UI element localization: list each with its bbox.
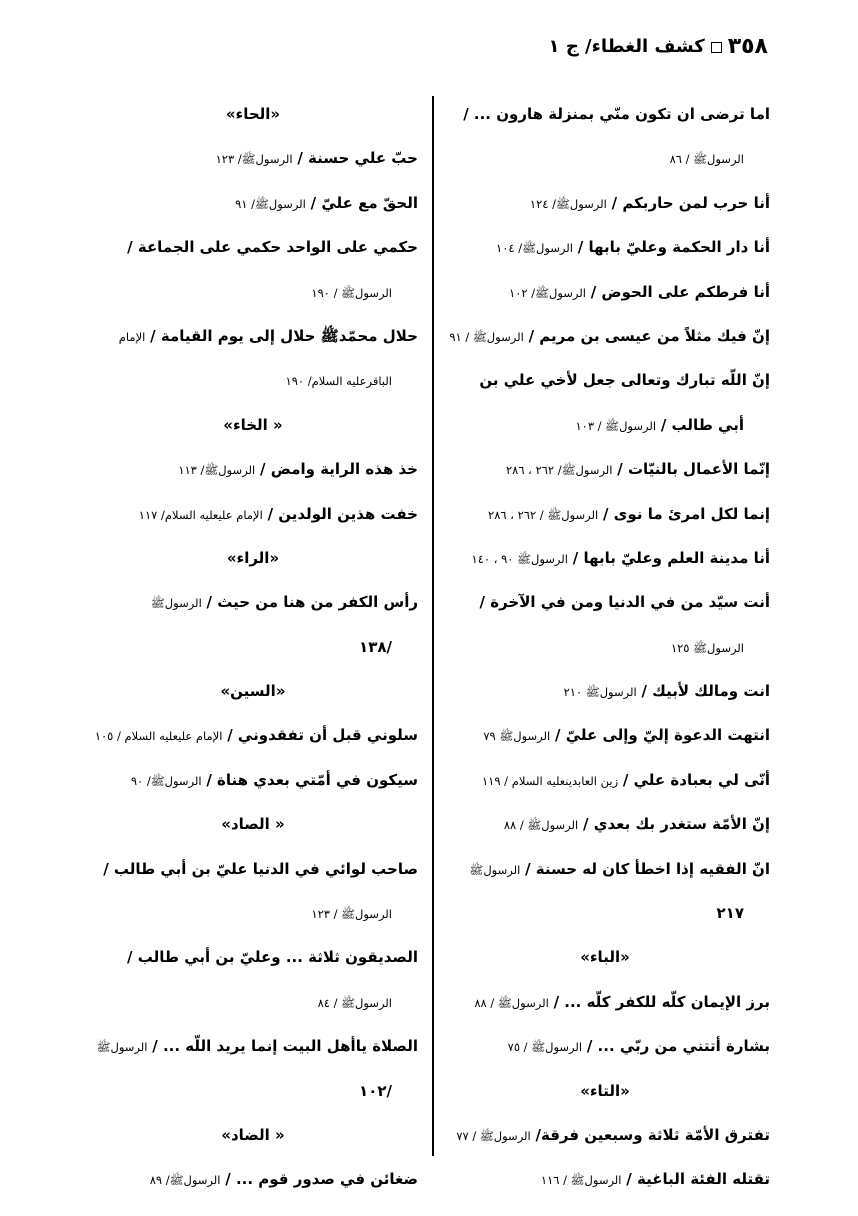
book-title: كشف الغطاء/ ج ١ [548,36,705,57]
index-entry-continuation [440,136,770,180]
index-entry-continuation [88,1069,418,1113]
entry-text: سيكون في أمّتي بعدي هناة / [206,770,418,789]
entry-text: اما ترضى ان تكون منّي بمنزلة هارون ... / [463,105,770,123]
entry-text: أبي طالب / [660,415,744,434]
entry-reference: الرسولﷺ / ٨٨ [474,995,549,1010]
index-entry [88,136,418,180]
entry-text: /١٠٢ [359,1081,392,1100]
entry-text: أنا حرب لمن حاربكم / [611,193,770,212]
page-header [549,34,768,59]
index-entry [440,358,770,402]
entry-text: الحقّ مع عليّ / [310,193,418,212]
entry-reference: الرسولﷺ / ٢٦٢ ، ٢٨٦ [488,507,599,522]
entry-text: انت ومالك لأبيك / [641,682,770,701]
entry-reference: الرسولﷺ/ ٩٠ [130,773,202,788]
entry-reference: الرسولﷺ [96,1040,148,1055]
entry-text: صاحب لوائي في الدنيا عليّ بن أبي طالب / [103,859,418,878]
index-entry [88,225,418,269]
entry-text: رأس الكفر من هنا من حيث / [206,593,418,612]
index-entry [440,669,770,713]
index-entry [88,1024,418,1068]
entry-text: حكمي على الواحد حكمي على الجماعة / [127,238,418,257]
entry-text: سلوني قبل أن تفقدوني / [227,726,418,745]
index-entry-continuation [88,980,418,1024]
right-column [440,92,770,1202]
entry-text: /١٣٨ [359,637,392,656]
entry-reference: الإمام [118,329,146,344]
column-divider [432,96,434,1156]
entry-text: أنا فرطكم على الحوض / [590,282,770,301]
entry-text: تفترق الأمّة ثلاثة وسبعين فرقة/ [535,1125,770,1144]
index-entry [88,580,418,624]
entry-reference: الإمام عليعليه السلام / ١٠٥ [94,729,223,744]
index-entry [88,847,418,891]
index-entry [440,92,770,136]
section-heading: « الصاد» [221,815,285,834]
entry-text: انّ الفقيه إذا اخطأ كان له حسنة / [525,859,770,878]
index-entry [88,758,418,802]
index-entry [88,314,418,358]
index-entry [440,447,770,491]
entry-text: أنا دار الحكمة وعليّ بابها / [577,238,770,257]
entry-reference: الرسولﷺ / ٨٨ [503,818,579,833]
entry-reference: زين العابدينعليه السلام / ١١٩ [482,773,619,788]
index-entry [440,270,770,314]
entry-text: أنت سيّد من في الدنيا ومن في الآخرة / [479,593,770,612]
entry-reference: الرسولﷺ / ١٠٣ [575,418,657,433]
entry-reference: الرسولﷺ / ٨٤ [317,995,392,1010]
entry-text: إنّما الأعمال بالنيّات / [617,460,770,479]
entry-reference: الرسولﷺ / ٨٦ [669,152,744,167]
entry-text: خفت هذين الولدين / [267,504,418,523]
left-column [88,92,418,1202]
index-entry [440,980,770,1024]
index-entry [88,447,418,491]
entry-reference: الرسولﷺ/ ١٢٤ [529,196,607,211]
entry-text: إنّ اللّه تبارك وتعالى جعل لأخي علي بن [479,371,770,390]
entry-text: أنّى لي بعبادة علي / [622,770,770,789]
entry-reference: الباقرعليه السلام/ ١٩٠ [285,374,392,389]
entry-text: أنا مدينة العلم وعليّ بابها / [572,548,770,567]
entry-reference: الرسولﷺ ٧٩ [483,729,551,744]
index-entry [88,1157,418,1201]
index-entry [440,802,770,846]
entry-text: خذ هذه الراية وامض / [260,460,418,479]
entry-text: إنّ فيك مثلاً من عيسى بن مريم / [528,326,770,345]
entry-reference: الرسولﷺ/ ١٢٣ [215,152,293,167]
index-entry-continuation [440,891,770,935]
index-entry [440,225,770,269]
entry-text: ضغائن في صدور قوم ... / [225,1170,418,1189]
section-heading: «السين» [220,682,286,701]
entry-text: انتهت الدعوة إليّ وإلى عليّ / [555,726,770,745]
index-entry-continuation [440,403,770,447]
entry-reference: الرسولﷺ / ١٢٣ [311,907,392,922]
index-entry-continuation [88,270,418,314]
entry-reference: الرسولﷺ ٩٠ ، ١٤٠ [471,551,568,566]
index-entry-continuation [88,625,418,669]
index-entry [88,713,418,757]
entry-reference: الرسولﷺ/ ٢٦٢ ، ٢٨٦ [506,463,613,478]
section-heading: « الضاد» [221,1125,285,1144]
index-entry [88,492,418,536]
entry-text: ٢١٧ [716,904,744,923]
entry-reference: الرسولﷺ / ١٩٠ [311,285,392,300]
entry-reference: الرسولﷺ ٢١٠ [563,685,637,700]
entry-text: حلال محمّدﷺ حلال إلى يوم القيامة / [150,326,418,345]
index-entry [88,181,418,225]
section-heading: «التاء» [580,1081,630,1100]
index-entry [440,492,770,536]
entry-reference: الرسولﷺ [469,862,521,877]
entry-reference: الرسولﷺ/ ٨٩ [149,1173,221,1188]
section-heading: « الخاء» [223,415,283,434]
section-heading: «الحاء» [225,105,281,123]
entry-reference: الرسولﷺ [150,596,202,611]
square-icon [711,42,722,53]
entry-text: الصلاة ياأهل البيت إنما يريد اللّه ... / [152,1037,418,1056]
entry-text: برز الإيمان كلّه للكفر كلّه ... / [553,992,770,1011]
entry-text: إنما لكل امرئ ما نوى / [602,504,770,523]
index-entry [440,580,770,624]
index-entry [440,314,770,358]
index-entry [88,935,418,979]
entry-reference: الرسولﷺ ١٢٥ [670,640,744,655]
entry-text: الصديقون ثلاثة ... وعليّ بن أبي طالب / [127,948,418,967]
entry-reference: الرسولﷺ / ٧٧ [456,1128,531,1143]
index-entry [440,181,770,225]
section-heading: «الراء» [226,548,280,567]
entry-text: حبّ علي حسنة / [297,149,418,168]
index-entry [440,758,770,802]
section-heading: «الباء» [580,948,630,967]
entry-text: تقتله الفئة الباغية / [626,1170,770,1189]
page-number: ٣٥٨ [727,34,768,59]
entry-reference: الرسولﷺ/ ١١٣ [178,463,256,478]
entry-reference: الإمام عليعليه السلام/ ١١٧ [138,507,263,522]
index-entry [440,536,770,580]
index-entry [440,1113,770,1157]
entry-reference: الرسولﷺ/ ١٠٢ [509,285,586,300]
entry-text: إنّ الأمّة ستغدر بك بعدي / [583,815,770,834]
index-entry-continuation [88,891,418,935]
index-entry [440,847,770,891]
entry-reference: الرسولﷺ/ ١٠٤ [496,241,573,256]
index-entry [440,1024,770,1068]
index-entry [440,1157,770,1201]
entry-reference: الرسولﷺ/ ٩١ [235,196,306,211]
index-entry-continuation [440,625,770,669]
entry-reference: الرسولﷺ / ١١٦ [540,1173,622,1188]
entry-reference: الرسولﷺ / ٩١ [449,329,524,344]
index-entry [440,713,770,757]
index-entry-continuation [88,358,418,402]
entry-reference: الرسولﷺ / ٧٥ [507,1040,583,1055]
entry-text: بشارة أتتني من ربّي ... / [586,1037,770,1056]
